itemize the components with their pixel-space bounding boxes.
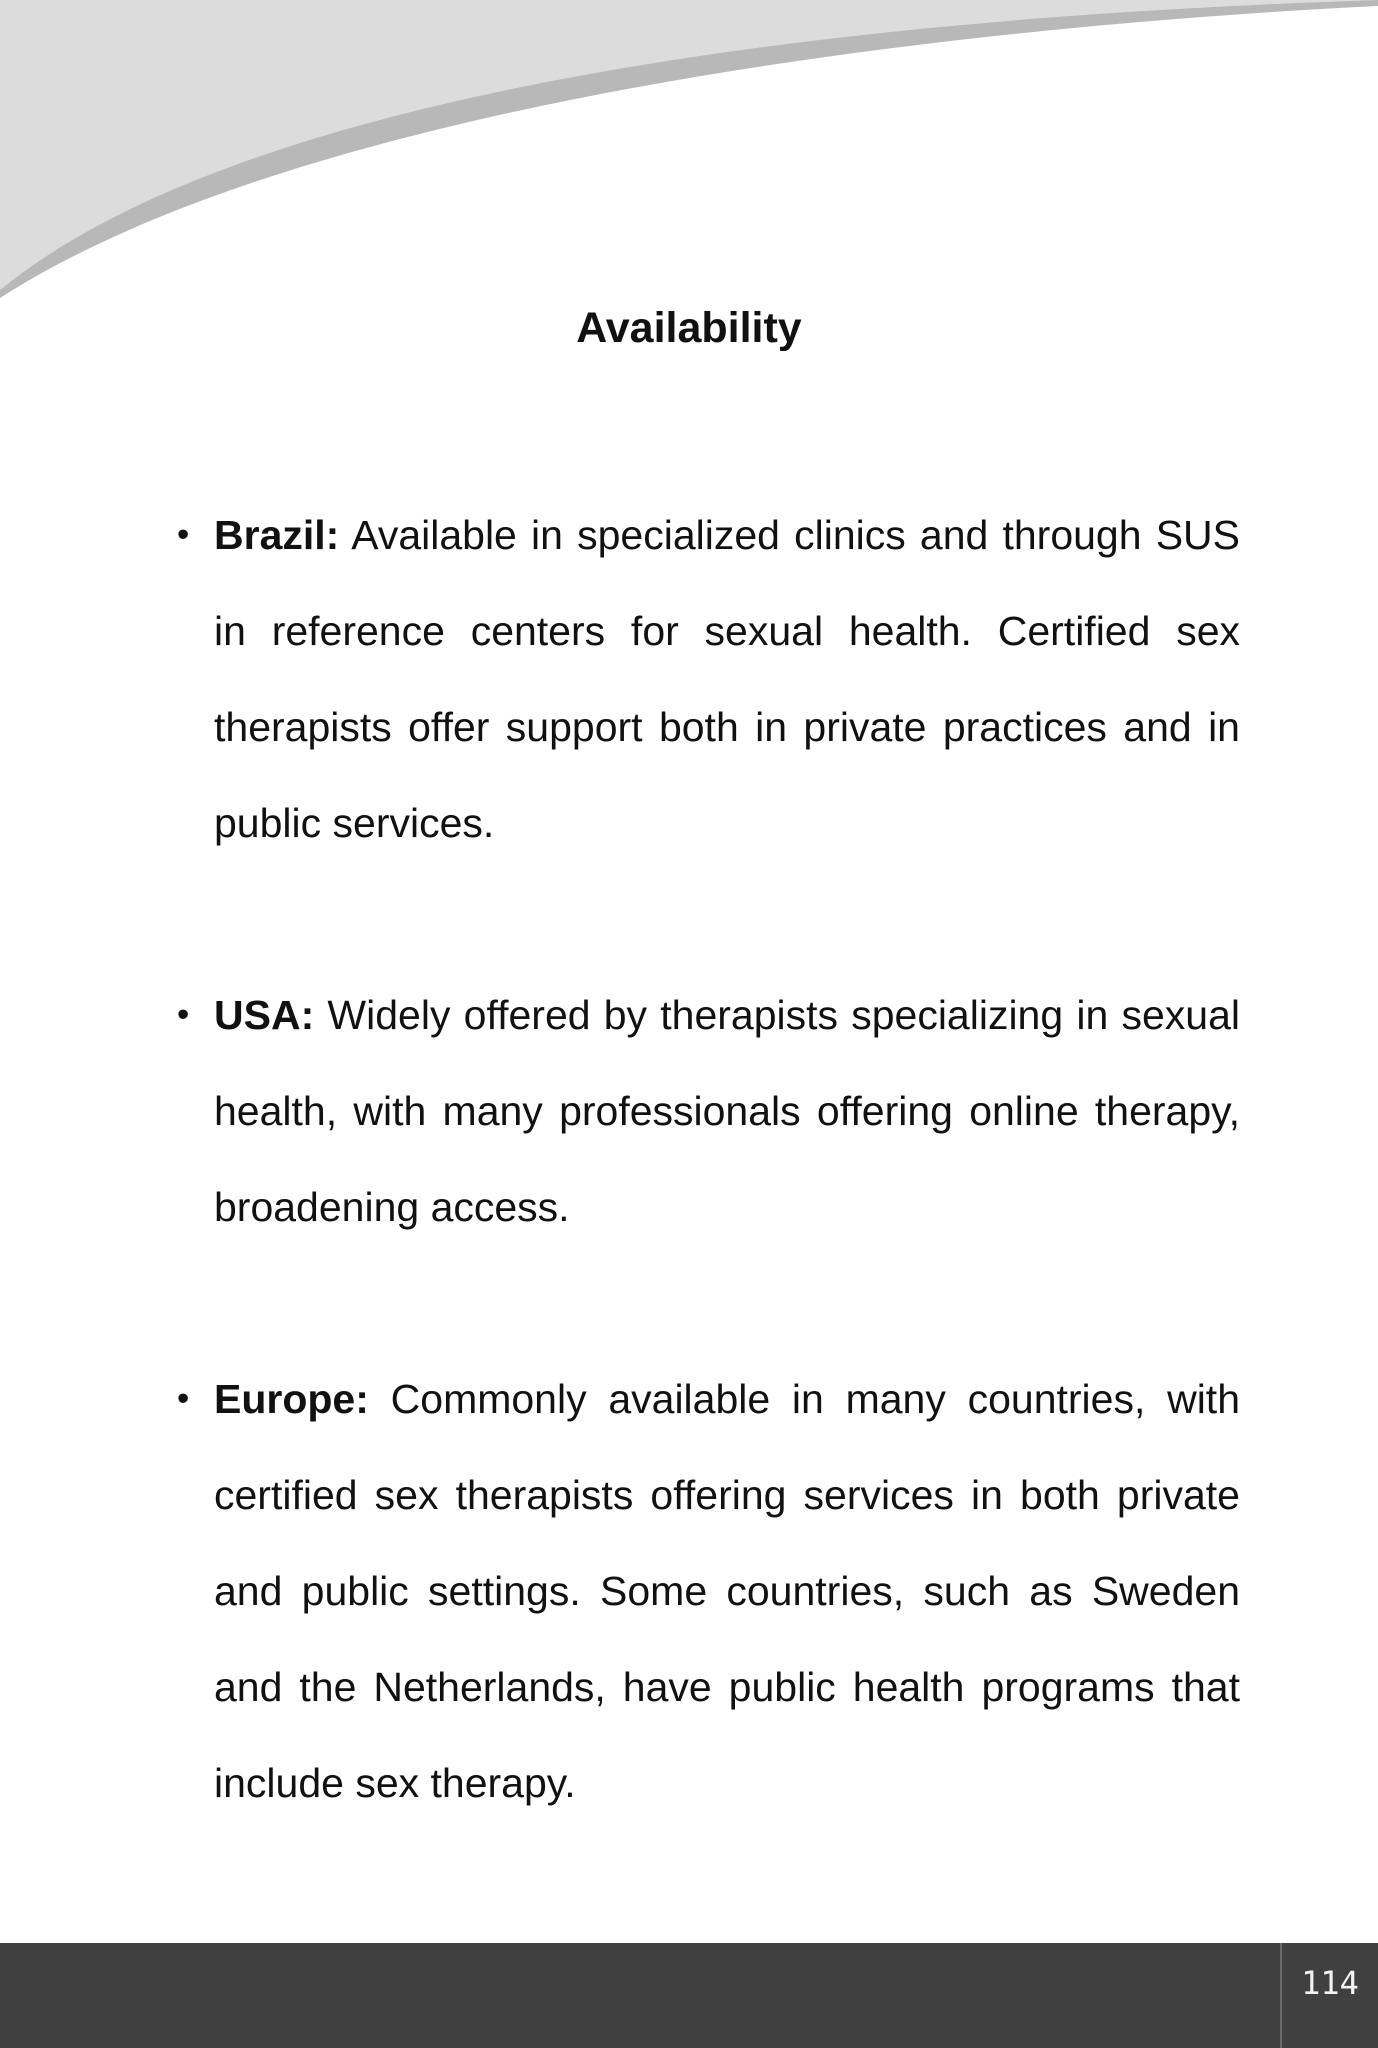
- page-number: 114: [1280, 1943, 1378, 2048]
- list-item-europe: [177, 1351, 1240, 1831]
- country-label: USA:: [214, 992, 315, 1038]
- page-title: Availability: [576, 304, 802, 352]
- bullet-icon: •: [177, 515, 190, 554]
- page-footer: [0, 1943, 1378, 2048]
- bullet-icon: •: [177, 1379, 190, 1418]
- top-decorative-swoosh: [0, 0, 1378, 300]
- country-description: Widely offered by therapists specializing in sexual health, with many professionals offering online therapy, broadening access.: [214, 992, 1240, 1230]
- country-description: Available in specialized clinics and through SUS in reference centers for sexual health. Certified sex therapists offer support both in private practices and in public services.: [214, 512, 1240, 846]
- country-description: Commonly available in many countries, with certified sex therapists offering services in both private and public settings. Some countries, such as Sweden and the Netherlands, have public health programs that include sex therapy.: [214, 1376, 1240, 1806]
- list-item-usa: [177, 967, 1240, 1255]
- country-label: Brazil:: [214, 512, 340, 558]
- list-item-brazil: [177, 487, 1240, 871]
- availability-list: [177, 487, 1240, 1831]
- country-label: Europe:: [214, 1376, 369, 1422]
- bullet-icon: •: [177, 995, 190, 1034]
